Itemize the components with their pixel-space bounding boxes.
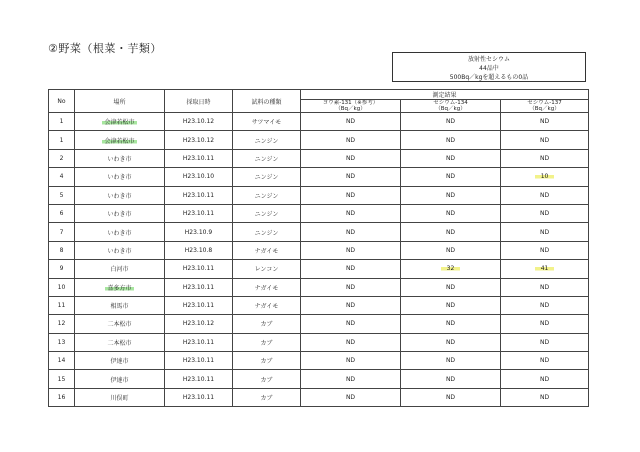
cell-sample-text: ニンジン	[254, 174, 279, 182]
header-cs137-unit: （Bq／kg）	[529, 106, 560, 112]
cell-no	[49, 296, 75, 314]
cell-cs137-text: ND	[539, 154, 550, 162]
cell-place	[75, 186, 165, 204]
cell-place	[75, 204, 165, 222]
cell-place-text: 白河市	[110, 266, 129, 274]
cell-no-text: 1	[59, 118, 64, 126]
cell-cs134	[401, 223, 501, 241]
cell-no-text: 12	[57, 320, 66, 328]
cell-cs134	[401, 315, 501, 333]
cell-no	[49, 241, 75, 259]
cell-cs134-text: ND	[445, 283, 456, 291]
cell-no	[49, 149, 75, 167]
cell-iodine	[301, 113, 401, 131]
cell-sample-text: サツマイモ	[251, 119, 282, 127]
cell-cs137-text: ND	[539, 357, 550, 365]
header-cs134-unit: （Bq／kg）	[435, 106, 466, 112]
cell-cs137-text: ND	[539, 394, 550, 402]
cell-no-text: 7	[59, 228, 64, 236]
cell-iodine	[301, 260, 401, 278]
cell-iodine	[301, 296, 401, 314]
cell-sample	[233, 296, 301, 314]
cell-no-text: 11	[57, 302, 66, 310]
cell-cs134	[401, 352, 501, 370]
table-row	[49, 186, 589, 204]
cell-iodine	[301, 333, 401, 351]
cell-iodine-text: ND	[345, 375, 356, 383]
cell-date-text: H23.10.8	[184, 246, 213, 254]
cell-date-text: H23.10.10	[182, 173, 215, 181]
cell-sample	[233, 131, 301, 149]
cell-date-text: H23.10.11	[182, 210, 215, 218]
cell-no	[49, 370, 75, 388]
cell-sample-text: カブ	[260, 358, 273, 366]
table-row	[49, 204, 589, 222]
cell-iodine-text: ND	[345, 228, 356, 236]
header-cs137-label: セシウム-137	[527, 100, 562, 106]
summary-line-3: 500Bq／kgを超えるもの0品	[449, 74, 529, 81]
cell-iodine-text: ND	[345, 246, 356, 254]
cell-place	[75, 223, 165, 241]
cell-sample	[233, 168, 301, 186]
table-row	[49, 333, 589, 351]
cell-sample-text: カブ	[260, 321, 273, 329]
cell-no-text: 2	[59, 154, 64, 162]
table-row	[49, 352, 589, 370]
cell-sample	[233, 315, 301, 333]
cell-cs134-text: ND	[445, 210, 456, 218]
cell-date-text: H23.10.11	[182, 357, 215, 365]
cell-cs137	[501, 296, 589, 314]
header-date: 採取日時	[165, 90, 233, 113]
cell-cs137	[501, 131, 589, 149]
cell-sample-text: カブ	[260, 395, 273, 403]
cell-place-text: 相馬市	[110, 303, 129, 311]
cell-cs137	[501, 260, 589, 278]
cell-iodine	[301, 186, 401, 204]
cell-sample-text: カブ	[260, 376, 273, 384]
cell-cs134	[401, 278, 501, 296]
cell-cs137-text: 41	[535, 265, 555, 272]
cell-place-text: 川俣町	[110, 395, 129, 403]
cell-cs137-text: ND	[539, 210, 550, 218]
cell-no	[49, 260, 75, 278]
cell-place-text: いわき市	[107, 192, 132, 200]
cell-no-text: 13	[57, 338, 66, 346]
cell-iodine	[301, 131, 401, 149]
header-sample: 試料の種類	[233, 90, 301, 113]
cell-cs134	[401, 241, 501, 259]
cell-no-text: 1	[59, 136, 64, 144]
cell-cs134-text: ND	[445, 320, 456, 328]
cell-no	[49, 388, 75, 406]
cell-date-text: H23.10.11	[182, 283, 215, 291]
cell-place-text: いわき市	[107, 155, 132, 163]
header-iodine	[301, 100, 401, 113]
cell-sample-text: レンコン	[254, 266, 279, 274]
cell-cs134	[401, 131, 501, 149]
cell-date-text: H23.10.11	[182, 302, 215, 310]
cell-date-text: H23.10.12	[182, 320, 215, 328]
cell-iodine-text: ND	[345, 191, 356, 199]
cell-sample	[233, 241, 301, 259]
cell-date	[165, 333, 233, 351]
table-row	[49, 315, 589, 333]
cell-no-text: 14	[57, 357, 66, 365]
cell-date	[165, 370, 233, 388]
cell-cs137	[501, 204, 589, 222]
cell-sample-text: カブ	[260, 339, 273, 347]
cell-date-text: H23.10.12	[182, 136, 215, 144]
cell-cs134-text: ND	[445, 136, 456, 144]
cell-cs134	[401, 333, 501, 351]
cell-no-text: 16	[57, 394, 66, 402]
cell-place	[75, 278, 165, 296]
cell-cs137-text: ND	[539, 246, 550, 254]
cell-cs137	[501, 315, 589, 333]
table-row	[49, 149, 589, 167]
cell-cs134-text: ND	[445, 302, 456, 310]
page-title: ②野菜（根菜・芋類）	[48, 42, 162, 55]
cell-cs137	[501, 241, 589, 259]
cell-cs137	[501, 223, 589, 241]
cell-no	[49, 186, 75, 204]
cell-date-text: H23.10.9	[184, 228, 213, 236]
cell-iodine	[301, 204, 401, 222]
cell-iodine	[301, 168, 401, 186]
cell-cs134	[401, 388, 501, 406]
cell-cs137-text: ND	[539, 302, 550, 310]
cell-no-text: 8	[59, 246, 64, 254]
cell-cs137-text: ND	[539, 118, 550, 126]
cell-cs134	[401, 186, 501, 204]
cell-place-text: いわき市	[107, 229, 132, 237]
cell-no	[49, 352, 75, 370]
cell-place	[75, 241, 165, 259]
cell-place-text: 二本松市	[107, 339, 132, 347]
cell-sample	[233, 370, 301, 388]
table-row	[49, 278, 589, 296]
table-row	[49, 370, 589, 388]
cell-cs134-text: 32	[441, 265, 461, 272]
table-row	[49, 223, 589, 241]
cell-no-text: 10	[57, 283, 66, 291]
cell-cs137-text: ND	[539, 283, 550, 291]
cell-place-text: いわき市	[107, 211, 132, 219]
cell-iodine-text: ND	[345, 338, 356, 346]
cell-cs134-text: ND	[445, 154, 456, 162]
table-row	[49, 388, 589, 406]
cell-place	[75, 296, 165, 314]
cell-cs134-text: ND	[445, 338, 456, 346]
cell-date	[165, 168, 233, 186]
cell-sample-text: ナガイモ	[254, 284, 279, 292]
cell-date	[165, 241, 233, 259]
cell-cs137	[501, 278, 589, 296]
cell-place	[75, 113, 165, 131]
cell-no	[49, 113, 75, 131]
cell-place	[75, 370, 165, 388]
cell-cs137-text: ND	[539, 320, 550, 328]
header-no: No	[49, 90, 75, 113]
cell-sample-text: ナガイモ	[254, 303, 279, 311]
header-cs134-label: セシウム-134	[433, 100, 468, 106]
cell-iodine-text: ND	[345, 136, 356, 144]
cell-sample	[233, 388, 301, 406]
cell-cs134-text: ND	[445, 394, 456, 402]
cell-no-text: 5	[59, 191, 64, 199]
header-results-group: 測定結果	[301, 90, 589, 100]
cell-cs137	[501, 186, 589, 204]
cell-sample-text: ナガイモ	[254, 247, 279, 255]
cell-date	[165, 260, 233, 278]
cell-sample	[233, 186, 301, 204]
cell-iodine-text: ND	[345, 357, 356, 365]
cell-cs134	[401, 370, 501, 388]
cell-place-text: 喜多方市	[107, 284, 132, 292]
cell-cs134	[401, 168, 501, 186]
cell-cs134-text: ND	[445, 191, 456, 199]
table-row	[49, 168, 589, 186]
cell-cs137	[501, 113, 589, 131]
table-row	[49, 241, 589, 259]
cell-place-text: いわき市	[107, 247, 132, 255]
cell-sample	[233, 278, 301, 296]
cell-iodine-text: ND	[345, 302, 356, 310]
cell-cs137	[501, 333, 589, 351]
cell-cs137-text: ND	[539, 228, 550, 236]
results-table	[48, 89, 589, 407]
cell-cs137-text: 10	[535, 173, 555, 180]
cell-no	[49, 168, 75, 186]
summary-box	[392, 52, 586, 82]
cell-date-text: H23.10.11	[182, 394, 215, 402]
table-row	[49, 296, 589, 314]
cell-sample	[233, 352, 301, 370]
cell-cs134	[401, 149, 501, 167]
header-cs134	[401, 100, 501, 113]
cell-place-text: 伊達市	[110, 376, 129, 384]
cell-cs137	[501, 352, 589, 370]
cell-place	[75, 352, 165, 370]
cell-cs137	[501, 168, 589, 186]
table-row	[49, 131, 589, 149]
cell-place	[75, 168, 165, 186]
cell-place	[75, 333, 165, 351]
cell-iodine	[301, 352, 401, 370]
cell-cs134-text: ND	[445, 228, 456, 236]
cell-cs134	[401, 113, 501, 131]
cell-iodine	[301, 241, 401, 259]
cell-date	[165, 315, 233, 333]
cell-iodine-text: ND	[345, 118, 356, 126]
cell-cs134-text: ND	[445, 173, 456, 181]
cell-no-text: 15	[57, 375, 66, 383]
cell-sample	[233, 223, 301, 241]
cell-sample-text: ニンジン	[254, 155, 279, 163]
cell-place-text: いわき市	[107, 174, 132, 182]
cell-date	[165, 388, 233, 406]
cell-iodine	[301, 370, 401, 388]
cell-no	[49, 333, 75, 351]
cell-no	[49, 315, 75, 333]
cell-iodine	[301, 315, 401, 333]
cell-no	[49, 223, 75, 241]
cell-iodine-text: ND	[345, 173, 356, 181]
cell-cs137	[501, 370, 589, 388]
cell-sample-text: ニンジン	[254, 211, 279, 219]
header-cs137	[501, 100, 589, 113]
cell-cs134-text: ND	[445, 246, 456, 254]
cell-sample	[233, 149, 301, 167]
cell-date	[165, 352, 233, 370]
cell-date	[165, 186, 233, 204]
cell-place-text: 伊達市	[110, 358, 129, 366]
table-row	[49, 260, 589, 278]
cell-place	[75, 388, 165, 406]
cell-iodine-text: ND	[345, 154, 356, 162]
cell-sample	[233, 333, 301, 351]
cell-iodine	[301, 278, 401, 296]
cell-cs137-text: ND	[539, 136, 550, 144]
cell-iodine-text: ND	[345, 283, 356, 291]
cell-date-text: H23.10.11	[182, 154, 215, 162]
cell-date	[165, 113, 233, 131]
cell-cs134	[401, 296, 501, 314]
cell-sample	[233, 260, 301, 278]
cell-cs134	[401, 260, 501, 278]
cell-iodine-text: ND	[345, 320, 356, 328]
header-iodine-label: ヨウ素-131（※参考）	[322, 100, 379, 106]
cell-cs134-text: ND	[445, 357, 456, 365]
cell-no-text: 6	[59, 210, 64, 218]
cell-date-text: H23.10.11	[182, 265, 215, 273]
cell-date-text: H23.10.11	[182, 338, 215, 346]
cell-iodine	[301, 223, 401, 241]
cell-cs134-text: ND	[445, 375, 456, 383]
cell-iodine-text: ND	[345, 210, 356, 218]
header-place: 場所	[75, 90, 165, 113]
cell-sample-text: ニンジン	[254, 229, 279, 237]
cell-cs137	[501, 388, 589, 406]
cell-place	[75, 315, 165, 333]
cell-date	[165, 149, 233, 167]
cell-place-text: 二本松市	[107, 321, 132, 329]
cell-iodine	[301, 388, 401, 406]
cell-no	[49, 131, 75, 149]
cell-cs137	[501, 149, 589, 167]
table-body	[49, 113, 589, 407]
cell-date-text: H23.10.12	[182, 118, 215, 126]
cell-date	[165, 223, 233, 241]
cell-cs134	[401, 204, 501, 222]
cell-date	[165, 296, 233, 314]
cell-sample-text: ニンジン	[254, 192, 279, 200]
cell-place	[75, 260, 165, 278]
cell-cs137-text: ND	[539, 191, 550, 199]
cell-cs137-text: ND	[539, 375, 550, 383]
cell-iodine-text: ND	[345, 394, 356, 402]
cell-date-text: H23.10.11	[182, 375, 215, 383]
cell-place	[75, 131, 165, 149]
cell-cs134-text: ND	[445, 118, 456, 126]
table-row	[49, 113, 589, 131]
summary-line-2: 44品中	[479, 65, 499, 72]
cell-date	[165, 278, 233, 296]
cell-sample-text: ニンジン	[254, 137, 279, 145]
cell-place-text: 会津若松市	[104, 119, 135, 127]
cell-sample	[233, 204, 301, 222]
cell-no	[49, 278, 75, 296]
summary-line-1: 放射性セシウム	[468, 56, 510, 63]
cell-place-text: 会津若松市	[104, 137, 135, 145]
cell-date	[165, 204, 233, 222]
cell-no-text: 9	[59, 265, 64, 273]
cell-no-text: 4	[59, 173, 64, 181]
header-iodine-unit: （Bq／kg）	[335, 106, 366, 112]
cell-date-text: H23.10.11	[182, 191, 215, 199]
cell-iodine-text: ND	[345, 265, 356, 273]
cell-date	[165, 131, 233, 149]
cell-sample	[233, 113, 301, 131]
cell-iodine	[301, 149, 401, 167]
cell-cs137-text: ND	[539, 338, 550, 346]
cell-no	[49, 204, 75, 222]
cell-place	[75, 149, 165, 167]
